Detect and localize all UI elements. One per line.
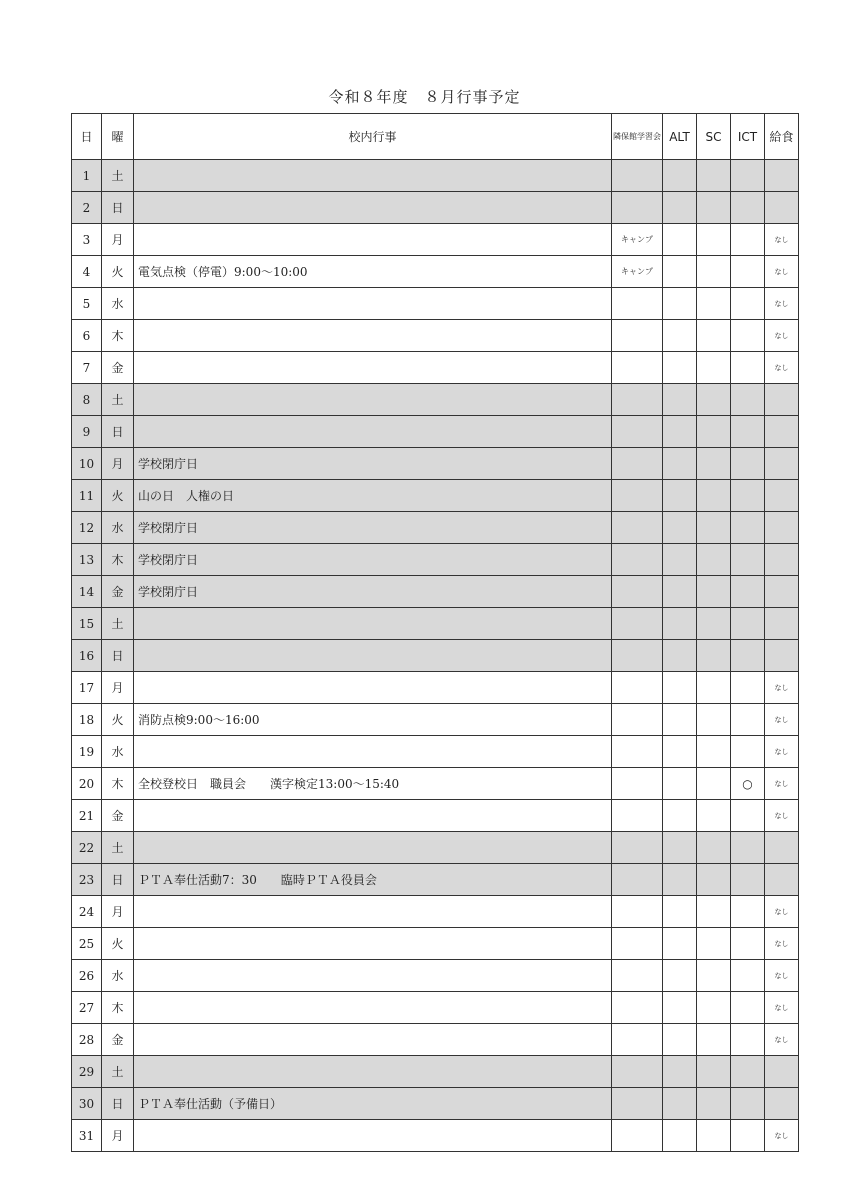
day-cell: 5 <box>72 288 102 320</box>
lunch-cell <box>765 384 799 416</box>
alt-cell <box>663 416 697 448</box>
schedule-table <box>71 113 799 1152</box>
events-cell <box>134 416 612 448</box>
sc-cell <box>697 640 731 672</box>
table-row <box>72 800 799 832</box>
alt-cell <box>663 448 697 480</box>
sc-cell <box>697 224 731 256</box>
events-cell <box>134 352 612 384</box>
events-cell: 学校閉庁日 <box>134 544 612 576</box>
lunch-cell <box>765 1088 799 1120</box>
weekday-cell: 火 <box>102 256 134 288</box>
day-cell: 10 <box>72 448 102 480</box>
header-weekday: 曜 <box>102 114 134 160</box>
weekday-cell: 金 <box>102 800 134 832</box>
ict-cell <box>731 896 765 928</box>
gakushu-cell <box>612 480 663 512</box>
alt-cell <box>663 992 697 1024</box>
ict-cell <box>731 672 765 704</box>
alt-cell <box>663 256 697 288</box>
alt-cell <box>663 1024 697 1056</box>
lunch-cell <box>765 832 799 864</box>
day-cell: 29 <box>72 1056 102 1088</box>
weekday-cell: 月 <box>102 1120 134 1152</box>
alt-cell <box>663 320 697 352</box>
table-row <box>72 384 799 416</box>
events-cell <box>134 896 612 928</box>
lunch-cell: なし <box>765 224 799 256</box>
events-cell: 学校閉庁日 <box>134 448 612 480</box>
ict-cell <box>731 864 765 896</box>
sc-cell <box>697 608 731 640</box>
events-cell <box>134 736 612 768</box>
weekday-cell: 木 <box>102 768 134 800</box>
weekday-cell: 火 <box>102 928 134 960</box>
gakushu-cell <box>612 1056 663 1088</box>
sc-cell <box>697 160 731 192</box>
day-cell: 22 <box>72 832 102 864</box>
alt-cell <box>663 928 697 960</box>
day-cell: 7 <box>72 352 102 384</box>
lunch-cell: なし <box>765 672 799 704</box>
gakushu-cell <box>612 992 663 1024</box>
sc-cell <box>697 256 731 288</box>
gakushu-cell <box>612 800 663 832</box>
ict-cell <box>731 320 765 352</box>
gakushu-cell <box>612 512 663 544</box>
alt-cell <box>663 832 697 864</box>
gakushu-cell: キャンプ <box>612 256 663 288</box>
day-cell: 30 <box>72 1088 102 1120</box>
alt-cell <box>663 1056 697 1088</box>
table-row <box>72 960 799 992</box>
weekday-cell: 土 <box>102 1056 134 1088</box>
ict-cell <box>731 416 765 448</box>
gakushu-cell <box>612 352 663 384</box>
gakushu-cell <box>612 896 663 928</box>
alt-cell <box>663 672 697 704</box>
table-row <box>72 416 799 448</box>
ict-cell <box>731 576 765 608</box>
alt-cell <box>663 640 697 672</box>
ict-cell <box>731 960 765 992</box>
table-row <box>72 1056 799 1088</box>
sc-cell <box>697 896 731 928</box>
day-cell: 25 <box>72 928 102 960</box>
weekday-cell: 土 <box>102 832 134 864</box>
sc-cell <box>697 800 731 832</box>
lunch-cell: なし <box>765 928 799 960</box>
alt-cell <box>663 384 697 416</box>
alt-cell <box>663 864 697 896</box>
gakushu-cell <box>612 960 663 992</box>
ict-cell <box>731 1120 765 1152</box>
sc-cell <box>697 512 731 544</box>
ict-cell <box>731 448 765 480</box>
gakushu-cell <box>612 864 663 896</box>
header-alt: ALT <box>663 114 697 160</box>
weekday-cell: 土 <box>102 384 134 416</box>
lunch-cell <box>765 608 799 640</box>
table-row <box>72 768 799 800</box>
ict-cell <box>731 160 765 192</box>
events-cell: ＰＴＡ奉仕活動（予備日） <box>134 1088 612 1120</box>
day-cell: 8 <box>72 384 102 416</box>
sc-cell <box>697 1088 731 1120</box>
events-cell: ＰＴＡ奉仕活動7：30 臨時ＰＴＡ役員会 <box>134 864 612 896</box>
gakushu-cell <box>612 608 663 640</box>
ict-cell <box>731 1088 765 1120</box>
sc-cell <box>697 288 731 320</box>
table-row <box>72 448 799 480</box>
lunch-cell <box>765 576 799 608</box>
table-row <box>72 608 799 640</box>
day-cell: 18 <box>72 704 102 736</box>
lunch-cell: なし <box>765 960 799 992</box>
gakushu-cell <box>612 288 663 320</box>
sc-cell <box>697 1120 731 1152</box>
day-cell: 14 <box>72 576 102 608</box>
lunch-cell: なし <box>765 1024 799 1056</box>
lunch-cell <box>765 512 799 544</box>
alt-cell <box>663 704 697 736</box>
ict-cell <box>731 192 765 224</box>
gakushu-cell <box>612 416 663 448</box>
sc-cell <box>697 704 731 736</box>
day-cell: 3 <box>72 224 102 256</box>
table-row <box>72 576 799 608</box>
events-cell: 学校閉庁日 <box>134 576 612 608</box>
alt-cell <box>663 352 697 384</box>
day-cell: 27 <box>72 992 102 1024</box>
alt-cell <box>663 1088 697 1120</box>
ict-cell: ○ <box>731 768 765 800</box>
ict-cell <box>731 992 765 1024</box>
table-row <box>72 640 799 672</box>
weekday-cell: 水 <box>102 736 134 768</box>
weekday-cell: 金 <box>102 1024 134 1056</box>
day-cell: 19 <box>72 736 102 768</box>
table-row <box>72 544 799 576</box>
table-row <box>72 928 799 960</box>
sc-cell <box>697 736 731 768</box>
gakushu-cell <box>612 448 663 480</box>
weekday-cell: 月 <box>102 896 134 928</box>
weekday-cell: 月 <box>102 672 134 704</box>
table-row <box>72 160 799 192</box>
events-cell <box>134 832 612 864</box>
events-cell: 消防点検9:00～16:00 <box>134 704 612 736</box>
ict-cell <box>731 640 765 672</box>
table-row <box>72 288 799 320</box>
events-cell <box>134 608 612 640</box>
sc-cell <box>697 416 731 448</box>
weekday-cell: 火 <box>102 704 134 736</box>
events-cell <box>134 224 612 256</box>
weekday-cell: 日 <box>102 416 134 448</box>
table-row <box>72 672 799 704</box>
day-cell: 1 <box>72 160 102 192</box>
day-cell: 16 <box>72 640 102 672</box>
table-row <box>72 1120 799 1152</box>
day-cell: 23 <box>72 864 102 896</box>
lunch-cell: なし <box>765 256 799 288</box>
ict-cell <box>731 704 765 736</box>
gakushu-cell <box>612 672 663 704</box>
day-cell: 6 <box>72 320 102 352</box>
events-cell <box>134 160 612 192</box>
gakushu-cell <box>612 832 663 864</box>
ict-cell <box>731 832 765 864</box>
table-row <box>72 832 799 864</box>
day-cell: 31 <box>72 1120 102 1152</box>
table-row <box>72 480 799 512</box>
lunch-cell <box>765 1056 799 1088</box>
ict-cell <box>731 544 765 576</box>
weekday-cell: 土 <box>102 160 134 192</box>
day-cell: 13 <box>72 544 102 576</box>
sc-cell <box>697 1056 731 1088</box>
events-cell <box>134 992 612 1024</box>
gakushu-cell <box>612 1024 663 1056</box>
alt-cell <box>663 288 697 320</box>
alt-cell <box>663 960 697 992</box>
gakushu-cell <box>612 320 663 352</box>
weekday-cell: 日 <box>102 640 134 672</box>
alt-cell <box>663 576 697 608</box>
alt-cell <box>663 480 697 512</box>
lunch-cell <box>765 480 799 512</box>
weekday-cell: 金 <box>102 352 134 384</box>
lunch-cell <box>765 864 799 896</box>
table-row <box>72 192 799 224</box>
day-cell: 20 <box>72 768 102 800</box>
gakushu-cell <box>612 640 663 672</box>
events-cell <box>134 928 612 960</box>
ict-cell <box>731 256 765 288</box>
ict-cell <box>731 608 765 640</box>
alt-cell <box>663 512 697 544</box>
ict-cell <box>731 800 765 832</box>
ict-cell <box>731 288 765 320</box>
weekday-cell: 火 <box>102 480 134 512</box>
ict-cell <box>731 736 765 768</box>
events-cell: 学校閉庁日 <box>134 512 612 544</box>
alt-cell <box>663 544 697 576</box>
day-cell: 9 <box>72 416 102 448</box>
lunch-cell <box>765 416 799 448</box>
sc-cell <box>697 384 731 416</box>
weekday-cell: 金 <box>102 576 134 608</box>
day-cell: 17 <box>72 672 102 704</box>
lunch-cell <box>765 640 799 672</box>
weekday-cell: 水 <box>102 960 134 992</box>
day-cell: 26 <box>72 960 102 992</box>
alt-cell <box>663 192 697 224</box>
weekday-cell: 木 <box>102 320 134 352</box>
gakushu-cell <box>612 736 663 768</box>
gakushu-cell <box>612 704 663 736</box>
weekday-cell: 水 <box>102 512 134 544</box>
events-cell <box>134 672 612 704</box>
events-cell <box>134 192 612 224</box>
gakushu-cell <box>612 1088 663 1120</box>
ict-cell <box>731 1024 765 1056</box>
ict-cell <box>731 384 765 416</box>
alt-cell <box>663 160 697 192</box>
events-cell: 山の日 人権の日 <box>134 480 612 512</box>
day-cell: 11 <box>72 480 102 512</box>
lunch-cell: なし <box>765 896 799 928</box>
lunch-cell: なし <box>765 1120 799 1152</box>
day-cell: 21 <box>72 800 102 832</box>
table-row <box>72 896 799 928</box>
sc-cell <box>697 480 731 512</box>
weekday-cell: 土 <box>102 608 134 640</box>
sc-cell <box>697 1024 731 1056</box>
alt-cell <box>663 768 697 800</box>
header-events: 校内行事 <box>134 114 612 160</box>
events-cell <box>134 320 612 352</box>
lunch-cell <box>765 544 799 576</box>
table-row <box>72 704 799 736</box>
sc-cell <box>697 352 731 384</box>
lunch-cell: なし <box>765 288 799 320</box>
weekday-cell: 水 <box>102 288 134 320</box>
weekday-cell: 日 <box>102 864 134 896</box>
sc-cell <box>697 928 731 960</box>
header-sc: SC <box>697 114 731 160</box>
lunch-cell: なし <box>765 800 799 832</box>
sc-cell <box>697 192 731 224</box>
weekday-cell: 日 <box>102 1088 134 1120</box>
page-title: 令和８年度 ８月行事予定 <box>328 88 521 106</box>
header-ict: ICT <box>731 114 765 160</box>
events-cell <box>134 640 612 672</box>
lunch-cell <box>765 192 799 224</box>
table-row <box>72 1088 799 1120</box>
ict-cell <box>731 1056 765 1088</box>
events-cell <box>134 1056 612 1088</box>
sc-cell <box>697 864 731 896</box>
gakushu-cell <box>612 576 663 608</box>
sc-cell <box>697 992 731 1024</box>
ict-cell <box>731 512 765 544</box>
events-cell <box>134 384 612 416</box>
header-gakushu: 隣保館学習会 <box>612 114 663 160</box>
sc-cell <box>697 960 731 992</box>
day-cell: 24 <box>72 896 102 928</box>
weekday-cell: 木 <box>102 992 134 1024</box>
alt-cell <box>663 800 697 832</box>
alt-cell <box>663 224 697 256</box>
sc-cell <box>697 320 731 352</box>
weekday-cell: 月 <box>102 224 134 256</box>
events-cell <box>134 1120 612 1152</box>
day-cell: 4 <box>72 256 102 288</box>
gakushu-cell <box>612 928 663 960</box>
sc-cell <box>697 832 731 864</box>
gakushu-cell <box>612 544 663 576</box>
lunch-cell: なし <box>765 992 799 1024</box>
lunch-cell <box>765 448 799 480</box>
alt-cell <box>663 896 697 928</box>
gakushu-cell <box>612 1120 663 1152</box>
events-cell <box>134 1024 612 1056</box>
events-cell <box>134 288 612 320</box>
table-row <box>72 224 799 256</box>
lunch-cell: なし <box>765 768 799 800</box>
table-row <box>72 1024 799 1056</box>
sc-cell <box>697 672 731 704</box>
ict-cell <box>731 928 765 960</box>
sc-cell <box>697 544 731 576</box>
table-row <box>72 256 799 288</box>
lunch-cell: なし <box>765 320 799 352</box>
alt-cell <box>663 736 697 768</box>
sc-cell <box>697 576 731 608</box>
weekday-cell: 月 <box>102 448 134 480</box>
day-cell: 2 <box>72 192 102 224</box>
events-cell: 全校登校日 職員会 漢字検定13:00～15:40 <box>134 768 612 800</box>
gakushu-cell <box>612 192 663 224</box>
ict-cell <box>731 224 765 256</box>
header-lunch: 給食 <box>765 114 799 160</box>
day-cell: 28 <box>72 1024 102 1056</box>
table-row <box>72 864 799 896</box>
alt-cell <box>663 608 697 640</box>
alt-cell <box>663 1120 697 1152</box>
events-cell <box>134 800 612 832</box>
header-day: 日 <box>72 114 102 160</box>
events-cell: 電気点検（停電）9:00～10:00 <box>134 256 612 288</box>
day-cell: 15 <box>72 608 102 640</box>
gakushu-cell: キャンプ <box>612 224 663 256</box>
table-row <box>72 992 799 1024</box>
lunch-cell <box>765 160 799 192</box>
weekday-cell: 日 <box>102 192 134 224</box>
lunch-cell: なし <box>765 704 799 736</box>
table-row <box>72 320 799 352</box>
gakushu-cell <box>612 160 663 192</box>
ict-cell <box>731 480 765 512</box>
table-row <box>72 352 799 384</box>
day-cell: 12 <box>72 512 102 544</box>
table-row <box>72 736 799 768</box>
table-row <box>72 512 799 544</box>
gakushu-cell <box>612 384 663 416</box>
events-cell <box>134 960 612 992</box>
lunch-cell: なし <box>765 736 799 768</box>
sc-cell <box>697 448 731 480</box>
gakushu-cell <box>612 768 663 800</box>
ict-cell <box>731 352 765 384</box>
weekday-cell: 木 <box>102 544 134 576</box>
sc-cell <box>697 768 731 800</box>
lunch-cell: なし <box>765 352 799 384</box>
header-row <box>72 114 799 160</box>
